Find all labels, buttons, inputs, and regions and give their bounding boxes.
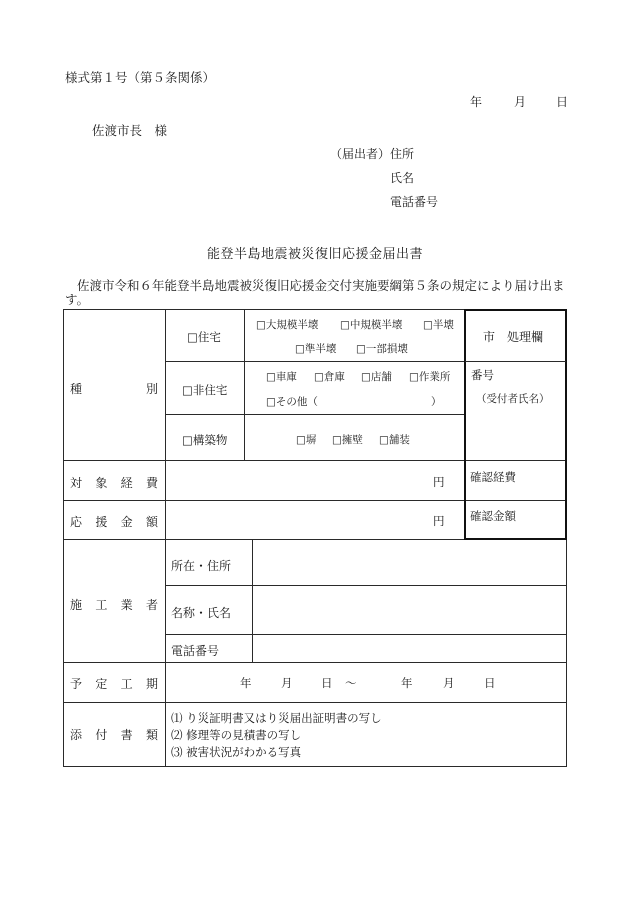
schedule-end-year: 年	[401, 676, 413, 690]
phone-label: 電話番号	[390, 195, 439, 209]
date-year: 年	[470, 95, 483, 109]
nonhouse-opt-garage[interactable]: □車庫	[266, 371, 297, 383]
house-opt-large-half[interactable]: □大規模半壊	[256, 319, 319, 331]
contractor-name-label: 名称・氏名	[171, 606, 232, 620]
schedule-end-month: 月	[443, 676, 455, 690]
contractor-location-label: 所在・住所	[171, 559, 232, 573]
schedule-tilde: ～	[345, 676, 357, 690]
structure-opt-retaining-wall[interactable]: □擁壁	[332, 434, 363, 446]
attachment-item: ⑵ 修理等の見積書の写し	[171, 728, 302, 742]
city-box-confirmed-amount: 確認金額	[470, 509, 516, 523]
structure-checkbox[interactable]: □構築物	[182, 433, 228, 447]
support-amount-unit: 円	[433, 514, 445, 528]
contractor-phone-label: 電話番号	[171, 644, 220, 658]
support-amount-label: 応 援 金 額	[70, 515, 158, 529]
house-opt-half[interactable]: □半壊	[423, 319, 454, 331]
nonhouse-opt-other[interactable]: □その他（	[266, 396, 318, 408]
date-month: 月	[514, 95, 527, 109]
house-opt-semi-half[interactable]: □準半壊	[295, 343, 337, 355]
nonhouse-checkbox[interactable]: □非住宅	[182, 383, 228, 397]
schedule-start-year: 年	[240, 676, 252, 690]
addressee: 佐渡市長 様	[92, 123, 168, 138]
attachment-item: ⑶ 被害状況がわかる写真	[171, 745, 302, 759]
city-box-number: 番号	[471, 368, 494, 382]
city-box-header: 市 処理欄	[483, 330, 544, 344]
schedule-label: 予 定 工 期	[70, 677, 158, 691]
target-cost-unit: 円	[433, 475, 445, 489]
house-opt-medium-half[interactable]: □中規模半壊	[340, 319, 403, 331]
attachment-item: ⑴ り災証明書又はり災届出証明書の写し	[171, 711, 382, 725]
target-cost-label: 対 象 経 費	[70, 476, 158, 490]
attachments-label: 添 付 書 類	[70, 728, 158, 742]
type-label-b: 別	[146, 382, 159, 396]
date-day: 日	[556, 95, 569, 109]
city-box-confirmed-cost: 確認経費	[470, 470, 516, 484]
structure-opt-paving[interactable]: □舗装	[379, 434, 410, 446]
schedule-start-month: 月	[281, 676, 293, 690]
city-box-recipient: （受付者氏名）	[476, 393, 550, 405]
house-checkbox[interactable]: □住宅	[187, 330, 221, 344]
preamble: 佐渡市令和６年能登半島地震被災復旧応援金交付実施要綱第５条の規定により届け出ます。	[65, 278, 565, 307]
address-label: 住所	[390, 147, 415, 161]
nonhouse-opt-other-close: ）	[431, 396, 442, 408]
schedule-start-day: 日	[321, 676, 333, 690]
type-label-a: 種	[70, 382, 83, 396]
contractor-label: 施 工 業 者	[70, 598, 158, 612]
structure-opt-fence[interactable]: □塀	[296, 434, 317, 446]
nonhouse-opt-warehouse[interactable]: □倉庫	[314, 371, 345, 383]
nonhouse-opt-shop[interactable]: □店舗	[361, 371, 392, 383]
name-label: 氏名	[390, 171, 415, 185]
nonhouse-opt-workshop[interactable]: □作業所	[409, 371, 451, 383]
house-opt-partial[interactable]: □一部損壊	[356, 343, 408, 355]
form-id: 様式第１号（第５条関係）	[65, 70, 216, 85]
schedule-end-day: 日	[484, 676, 496, 690]
document-title: 能登半島地震被災復旧応援金届出書	[206, 247, 423, 262]
applicant-prefix: （届出者）	[330, 147, 391, 161]
